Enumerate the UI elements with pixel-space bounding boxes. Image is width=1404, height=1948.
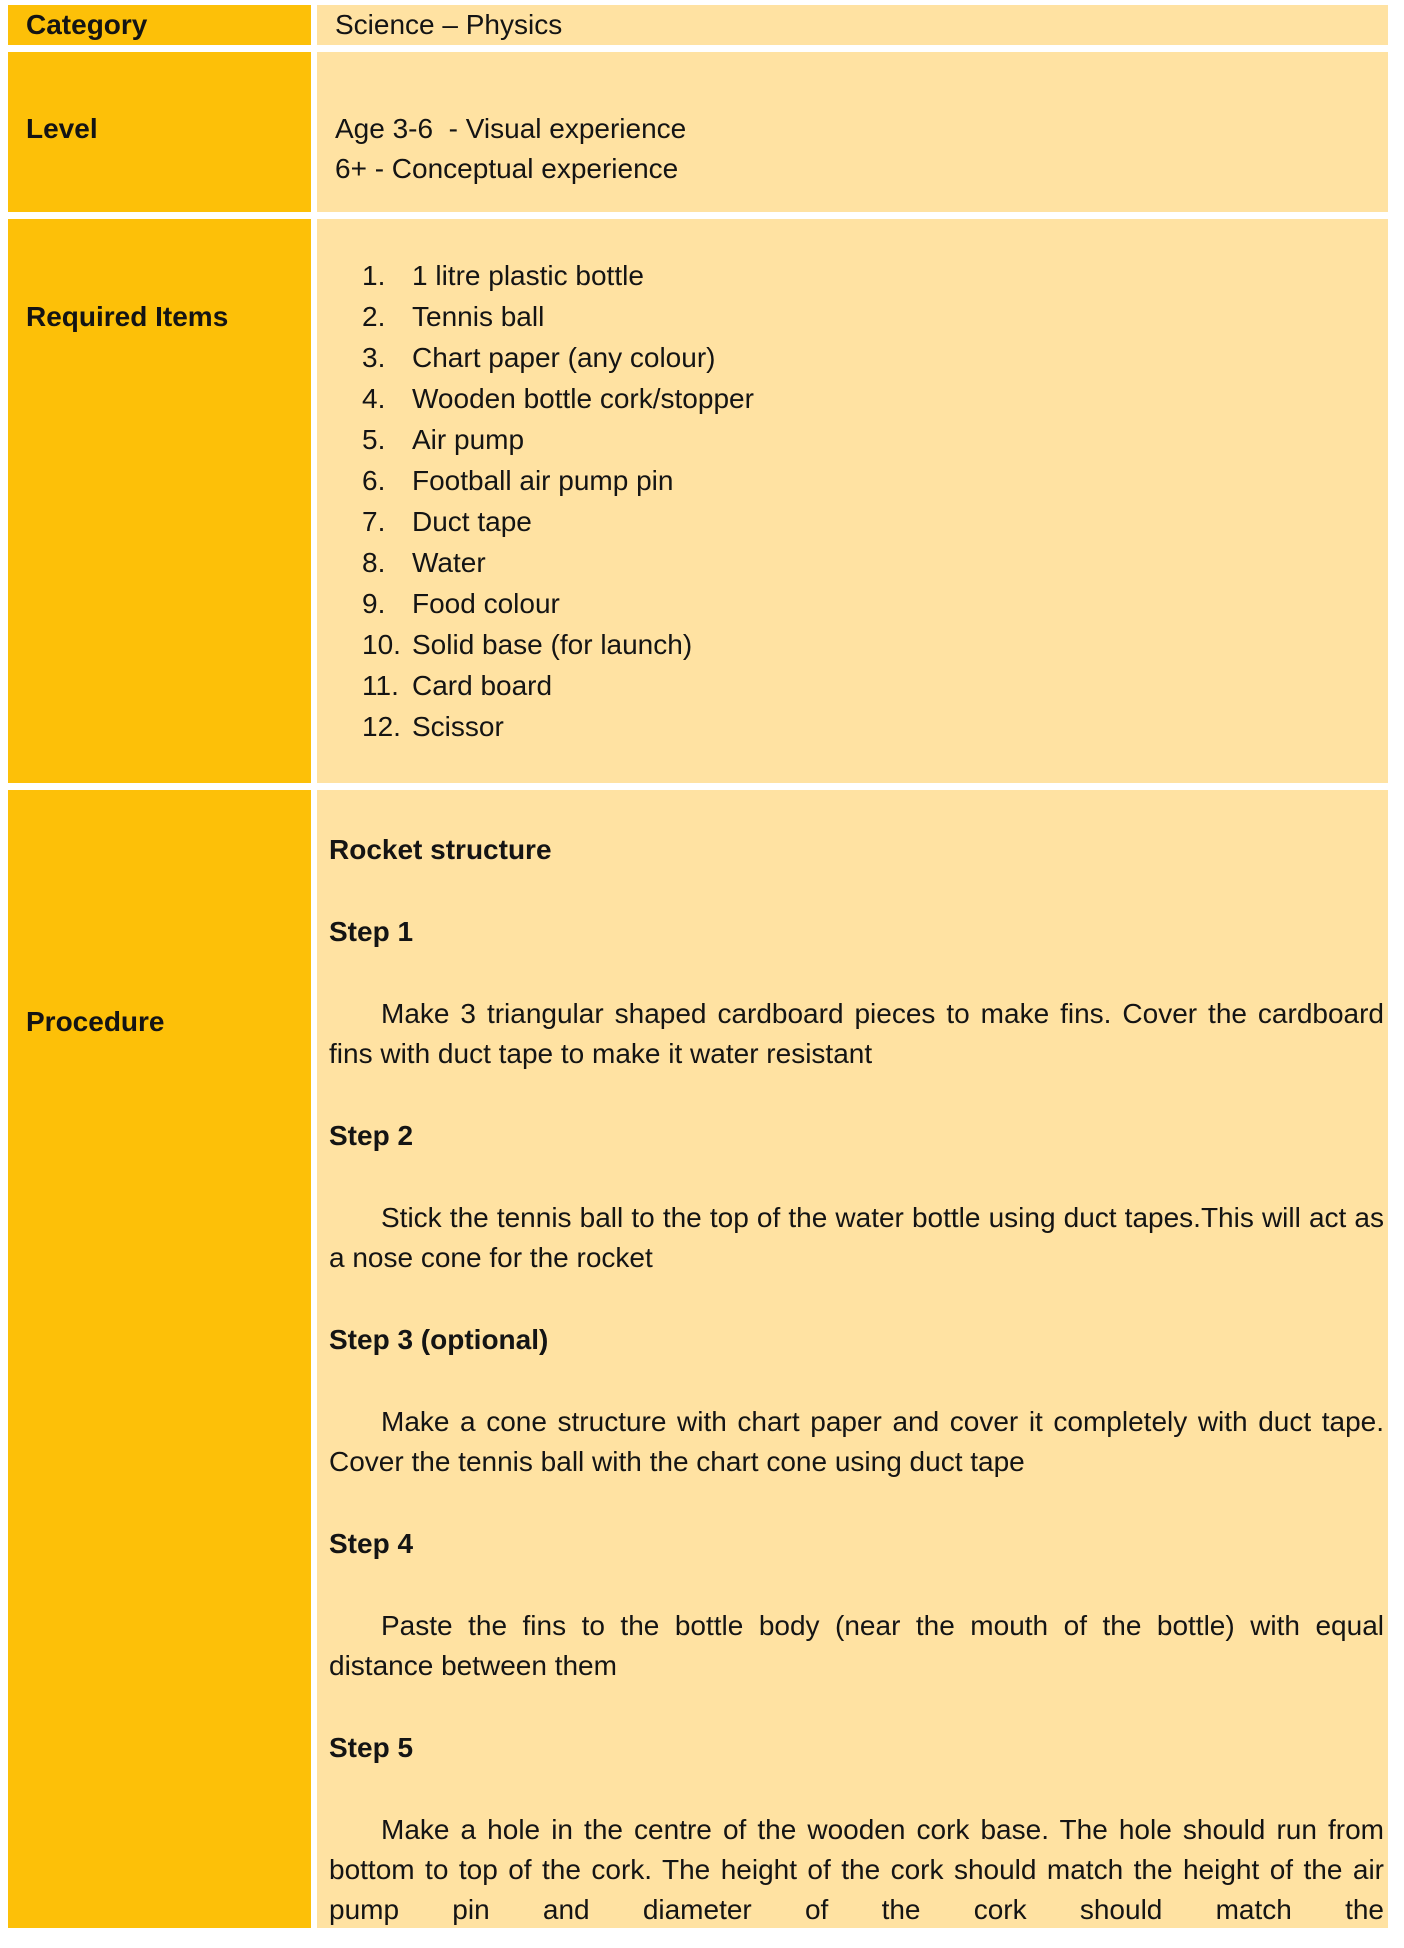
required-item bbox=[362, 706, 1380, 747]
procedure-label: Procedure bbox=[26, 1006, 165, 1037]
procedure-step-text: Paste the fins to the bottle body (near the mouth of the bottle) with equal distance between them bbox=[329, 1610, 1384, 1681]
required-item bbox=[362, 501, 1380, 542]
procedure-row bbox=[8, 790, 1388, 1928]
required-item bbox=[362, 665, 1380, 706]
item-number: 1. bbox=[362, 260, 386, 291]
procedure-heading: Step 2 bbox=[329, 1120, 414, 1151]
item-text: Tennis ball bbox=[412, 301, 545, 332]
procedure-heading: Step 3 (optional) bbox=[329, 1324, 549, 1355]
category-row bbox=[8, 5, 1388, 45]
item-text: 1 litre plastic bottle bbox=[412, 260, 644, 291]
item-number: 10. bbox=[362, 629, 401, 660]
experiment-table bbox=[8, 5, 1388, 1928]
required-items-list bbox=[362, 255, 1380, 747]
required-item bbox=[362, 255, 1380, 296]
item-number: 11. bbox=[362, 670, 399, 701]
procedure-value-cell bbox=[317, 790, 1388, 1928]
required-items-label: Required Items bbox=[26, 301, 229, 332]
item-text: Wooden bottle cork/stopper bbox=[412, 383, 754, 414]
item-number: 9. bbox=[362, 588, 386, 619]
item-number: 6. bbox=[362, 465, 386, 496]
item-text: Duct tape bbox=[412, 506, 532, 537]
level-line-2: 6+ - Conceptual experience bbox=[335, 153, 679, 184]
procedure-heading: Step 5 bbox=[329, 1732, 414, 1763]
required-items-row bbox=[8, 219, 1388, 783]
level-label: Level bbox=[26, 113, 98, 144]
required-item bbox=[362, 419, 1380, 460]
procedure-sections bbox=[329, 830, 1384, 1928]
item-text: Food colour bbox=[412, 588, 560, 619]
procedure-heading: Step 1 bbox=[329, 916, 414, 947]
item-text: Solid base (for launch) bbox=[412, 629, 693, 660]
procedure-step-text: Make a hole in the centre of the wooden cork base. The hole should run from bottom to top of the cork. The height of the cork should match the height of the air pump pin and diameter of the cork should match the bbox=[329, 1814, 1384, 1925]
procedure-step-text: Make a cone structure with chart paper and cover it completely with duct tape. Cover the tennis ball with the chart cone using duct tape bbox=[329, 1406, 1384, 1477]
level-value-cell bbox=[317, 52, 1388, 212]
item-number: 12. bbox=[362, 711, 401, 742]
level-label-cell bbox=[8, 52, 311, 212]
item-text: Chart paper (any colour) bbox=[412, 342, 716, 373]
required-items-label-cell bbox=[8, 219, 311, 783]
level-line-1: Age 3-6 - Visual experience bbox=[335, 113, 687, 144]
required-item bbox=[362, 337, 1380, 378]
item-text: Scissor bbox=[412, 711, 504, 742]
required-items-value-cell bbox=[317, 219, 1388, 783]
level-row bbox=[8, 52, 1388, 212]
required-item bbox=[362, 460, 1380, 501]
required-item bbox=[362, 583, 1380, 624]
procedure-step-text: Stick the tennis ball to the top of the water bottle using duct tapes.This will act as a nose cone for the rocket bbox=[329, 1202, 1384, 1273]
item-text: Football air pump pin bbox=[412, 465, 674, 496]
item-number: 3. bbox=[362, 342, 386, 373]
procedure-heading: Step 4 bbox=[329, 1528, 414, 1559]
item-number: 7. bbox=[362, 506, 386, 537]
required-item bbox=[362, 378, 1380, 419]
item-number: 5. bbox=[362, 424, 386, 455]
item-text: Water bbox=[412, 547, 486, 578]
procedure-heading: Rocket structure bbox=[329, 834, 552, 865]
category-value-cell bbox=[317, 5, 1388, 45]
required-item bbox=[362, 296, 1380, 337]
item-text: Air pump bbox=[412, 424, 525, 455]
item-number: 2. bbox=[362, 301, 386, 332]
item-text: Card board bbox=[412, 670, 553, 701]
category-label-cell bbox=[8, 5, 311, 45]
required-item bbox=[362, 624, 1380, 665]
category-value: Science – Physics bbox=[335, 9, 563, 40]
procedure-step-text: Make 3 triangular shaped cardboard pieces to make fins. Cover the cardboard fins with duct tape to make it water resistant bbox=[329, 998, 1384, 1069]
category-label: Category bbox=[26, 9, 148, 40]
item-number: 4. bbox=[362, 383, 386, 414]
required-item bbox=[362, 542, 1380, 583]
procedure-label-cell bbox=[8, 790, 311, 1928]
item-number: 8. bbox=[362, 547, 386, 578]
